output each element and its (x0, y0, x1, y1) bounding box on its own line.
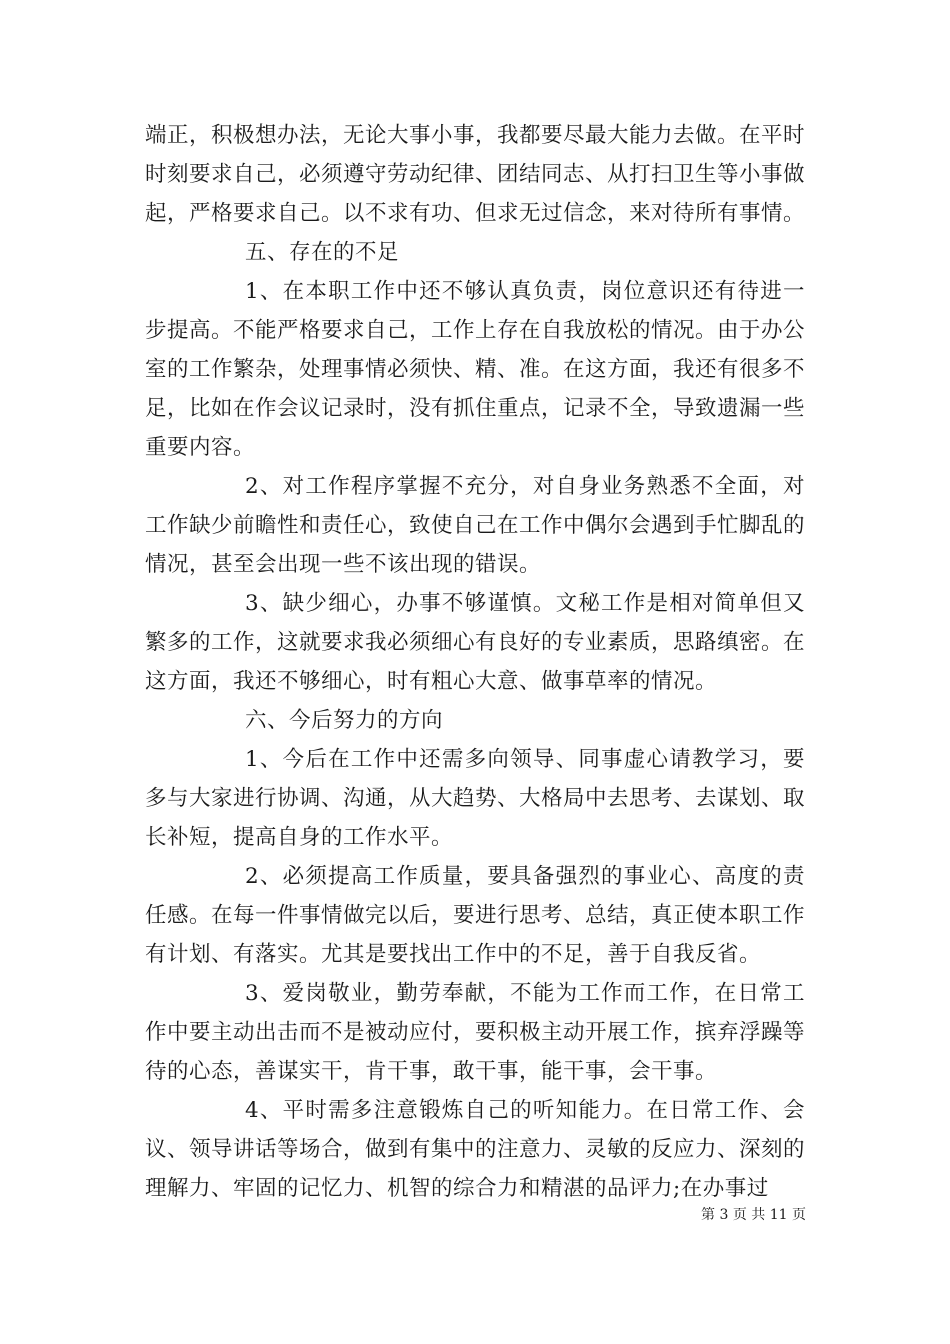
paragraph-direction-4: 4、平时需多注意锻炼自己的听知能力。在日常工作、会议、领导讲话等场合，做到有集中的注意力、灵敏的反应力、深刻的理解力、牢固的记忆力、机智的综合力和精湛的品评力;在办事过 (145, 1098, 806, 1201)
section-heading-future-direction: 六、今后努力的方向 (245, 708, 444, 733)
section-heading-shortcomings: 五、存在的不足 (245, 240, 400, 265)
paragraph-direction-2: 2、必须提高工作质量，要具备强烈的事业心、高度的责任感。在每一件事情做完以后，要进行思考、总结，真正使本职工作有计划、有落实。尤其是要找出工作中的不足，善于自我反省。 (145, 864, 806, 967)
page-number-footer: 第 3 页 共 11 页 (701, 1207, 806, 1223)
paragraph-shortcoming-3: 3、缺少细心，办事不够谨慎。文秘工作是相对简单但又繁多的工作，这就要求我必须细心有良好的专业素质，思路缜密。在这方面，我还不够细心，时有粗心大意、做事草率的情况。 (145, 591, 806, 694)
paragraph-shortcoming-2: 2、对工作程序掌握不充分，对自身业务熟悉不全面，对工作缺少前瞻性和责任心，致使自己在工作中偶尔会遇到手忙脚乱的情况，甚至会出现一些不该出现的错误。 (145, 474, 806, 577)
paragraph-direction-3: 3、爱岗敬业，勤劳奉献，不能为工作而工作，在日常工作中要主动出击而不是被动应付，要积极主动开展工作，摈弃浮躁等待的心态，善谋实干，肯干事，敢干事，能干事，会干事。 (145, 981, 806, 1084)
paragraph-continuation: 端正，积极想办法，无论大事小事，我都要尽最大能力去做。在平时时刻要求自己，必须遵守劳动纪律、团结同志、从打扫卫生等小事做起，严格要求自己。以不求有功、但求无过信念，来对待所有事情。 (145, 123, 806, 226)
paragraph-shortcoming-1: 1、在本职工作中还不够认真负责，岗位意识还有待进一步提高。不能严格要求自己，工作上存在自我放松的情况。由于办公室的工作繁杂，处理事情必须快、精、准。在这方面，我还有很多不足，比如在作会议记录时，没有抓住重点，记录不全，导致遗漏一些重要内容。 (145, 279, 806, 460)
document-body (145, 116, 805, 1208)
paragraph-direction-1: 1、今后在工作中还需多向领导、同事虚心请教学习，要多与大家进行协调、沟通，从大趋势、大格局中去思考、去谋划、取长补短，提高自身的工作水平。 (145, 747, 806, 850)
